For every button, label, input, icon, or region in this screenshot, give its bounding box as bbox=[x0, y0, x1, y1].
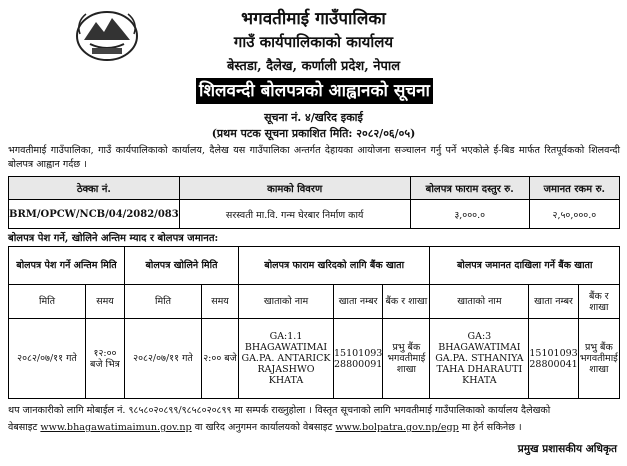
col-work-description: कामको विवरण bbox=[179, 177, 410, 200]
table-row bbox=[9, 200, 620, 229]
sub-form-bank: बैंक र शाखा bbox=[383, 285, 430, 319]
group-submission: बोलपत्र पेश गर्ने अन्तिम मिति bbox=[9, 247, 125, 285]
bolpatra-website-link[interactable]: www.bolpatra.gov.np/egp bbox=[335, 422, 459, 433]
submit-time: १२:०० बजे भित्र bbox=[86, 319, 125, 399]
schedule-sub-header bbox=[9, 285, 620, 319]
table-row bbox=[9, 319, 620, 399]
bond-account-no: 15101093 28800041 bbox=[529, 319, 578, 399]
footer-mid: वा खरिद अनुगमन कार्यालयको वेबसाइट bbox=[194, 422, 333, 433]
contract-table bbox=[8, 176, 620, 229]
notice-number: सूचना नं. ४/खरिद इकाई bbox=[264, 111, 363, 124]
publication-date: (प्रथम पटक सूचना प्रकाशित मिति: २०८२/०६/०५) bbox=[211, 127, 416, 140]
sub-open-date: मिति bbox=[125, 285, 202, 319]
bond-account-name: GA:3 BHAGAWATIMAI GA.PA. STHANIYA TAHA DHARAUTI KHATA bbox=[430, 319, 529, 399]
form-account-name: GA:1.1 BHAGAWATIMAI GA.PA. ANTARICK RAJASHWO KHATA bbox=[239, 319, 334, 399]
notice-banner: शिलवन्दी बोलपत्रको आह्वानको सूचना bbox=[196, 78, 433, 104]
open-date: २०८२/०७/११ गते bbox=[125, 319, 202, 399]
intro-paragraph: भगवतीमाई गाउँपालिका, गाउँ कार्यपालिकाको कार्यालय, दैलेख यस गाउँपालिका अन्तर्गत देहायका आयोजना सञ्चालन गर्नु पर्ने भएकोले ई-बिड मार्फत रितपूर्वकको शिलवन्दी बोलपत्र आह्वान गर्दछ । bbox=[8, 145, 620, 170]
group-form-account: बोलपत्र फाराम खरिदको लागि बैंक खाता bbox=[239, 247, 430, 285]
sub-bond-account-no: खाता नम्बर bbox=[529, 285, 578, 319]
municipality-website-link[interactable]: www.bhagawatimaimun.gov.np bbox=[40, 422, 192, 433]
contract-table-header bbox=[9, 177, 620, 200]
col-bond-amount: जमानत रकम रु. bbox=[529, 177, 619, 200]
sub-bond-bank: बैंक र शाखा bbox=[578, 285, 619, 319]
schedule-table bbox=[8, 246, 620, 399]
contract-no: BRM/OPCW/NCB/04/2082/083 bbox=[9, 200, 180, 229]
footer-websites bbox=[8, 420, 620, 433]
form-bank: प्रभु बैंक भगवतीमाई शाखा bbox=[383, 319, 430, 399]
form-fee: ३,०००.० bbox=[410, 200, 529, 229]
work-description: सरस्वती मा.वि. गन्म घेरबार निर्माण कार्य bbox=[179, 200, 410, 229]
submit-date: २०८२/०७/११ गते bbox=[9, 319, 86, 399]
group-bond-account: बोलपत्र जमानत दाखिला गर्ने बैंक खाता bbox=[430, 247, 620, 285]
bond-amount: २,५०,०००.० bbox=[529, 200, 619, 229]
schedule-group-header bbox=[9, 247, 620, 285]
sub-bond-account-name: खाताको नाम bbox=[430, 285, 529, 319]
sub-submit-time: समय bbox=[86, 285, 125, 319]
signatory: प्रमुख प्रशासकीय अधिकृत bbox=[517, 443, 617, 455]
office-name: गाउँ कार्यपालिकाको कार्यालय bbox=[233, 33, 394, 51]
office-address: बेस्तडा, दैलेख, कर्णाली प्रदेश, नेपाल bbox=[226, 59, 401, 74]
footer-prefix: वेबसाइट bbox=[8, 422, 38, 433]
sub-form-account-name: खाताको नाम bbox=[239, 285, 334, 319]
form-account-no: 15101093 28800091 bbox=[334, 319, 383, 399]
sub-open-time: समय bbox=[202, 285, 239, 319]
sub-form-account-no: खाता नम्बर bbox=[334, 285, 383, 319]
group-opening: बोलपत्र खोलिने मिति bbox=[125, 247, 239, 285]
col-contract-no: ठेक्का नं. bbox=[9, 177, 180, 200]
bond-bank: प्रभु बैंक भगवतीमाई शाखा bbox=[578, 319, 619, 399]
schedule-subheading: बोलपत्र पेश गर्ने, खोलिने अन्तिम म्याद र बोलपत्र जमानत: bbox=[8, 233, 219, 244]
col-form-fee: बोलपत्र फाराम दस्तुर रु. bbox=[410, 177, 529, 200]
footer-contact: थप जानकारीको लागि मोबाईल नं. ९८५८०२०८९९/९८५८०२०८९९ मा सम्पर्क राख्नुहोला । विस्तृत सूचनाको लागि भगवतीमाई गाउँपालिकाको कार्यालय दैलेखको bbox=[8, 405, 551, 416]
footer-suffix: मा हेर्न सकिनेछ । bbox=[461, 422, 522, 433]
municipality-name: भगवतीमाई गाउँपालिका bbox=[241, 9, 386, 29]
open-time: २:०० बजे bbox=[202, 319, 239, 399]
sub-submit-date: मिति bbox=[9, 285, 86, 319]
